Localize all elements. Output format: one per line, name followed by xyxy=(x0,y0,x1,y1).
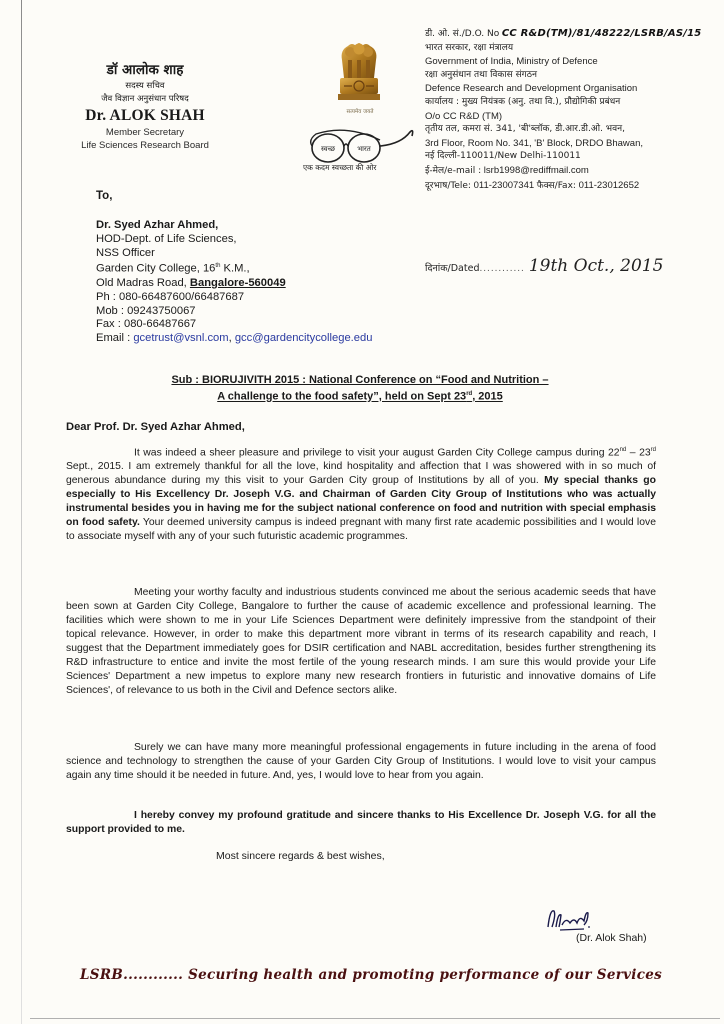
recipient-email-line xyxy=(96,332,372,346)
emblem-motto: सत्यमेव जयते xyxy=(346,109,374,115)
paragraph-4 xyxy=(66,809,656,837)
paragraph-1 xyxy=(66,443,656,544)
do-number-value: CC R&D(TM)/81/48222/LSRB/AS/15 xyxy=(501,28,702,39)
dated-line xyxy=(425,256,663,276)
recipient-line2: NSS Officer xyxy=(96,246,155,259)
recipient-email-link-2[interactable]: gcc@gardencitycollege.edu xyxy=(234,332,373,345)
recipient-phone: Ph : 080-66487600/66487687 xyxy=(96,290,245,303)
sender-name-hindi: डॉ आलोक शाह xyxy=(106,62,184,78)
to-label: To, xyxy=(96,190,113,202)
p1-text-a: It was indeed a sheer pleasure and privilege to visit your august Garden City College campus during 22 xyxy=(134,447,620,459)
p2-text: Meeting your worthy faculty and industrious students convinced me about the serious academic seeds that have been sown at Garden City College, Bangalore to further the cause of academic excellence and professional learning. The facilities which were shown to me in your Life Sciences Department were definitely impressive from the standpoint of their topical relevance. However, in order to make this department more vibrant in terms of its research capability and reach, I suggest that the Department immediately goes for DSIR certification and NABL accreditation, besides further strengthening its R&D infrastructure to entice and invite the most fertile of the young research minds. I am sure this would provide your Life Sciences' Department a new impetus to explore many new research frontiers in futuristic and innovative domains of Life Sciences', of relevance to us both in the Civil and Defence sectors alike. xyxy=(66,587,656,696)
swachh-bharat-spectacles-icon xyxy=(306,126,416,166)
recipient-line3 xyxy=(96,260,372,277)
office-phone-line xyxy=(425,179,720,194)
recipient-city: Bangalore-560049 xyxy=(189,276,286,289)
handwritten-signature-icon xyxy=(544,905,594,933)
subject-line-2-sup: rd xyxy=(466,391,473,397)
office-english: O/o CC R&D (TM) xyxy=(425,110,503,122)
office-phone: 011-23007341 xyxy=(473,179,535,191)
paragraph-3 xyxy=(66,741,656,783)
org-hindi: रक्षा अनुसंधान तथा विकास संगठन xyxy=(425,69,537,80)
footer-motto: LSRB............ Securing health and promoting performance of our Services xyxy=(80,967,663,983)
address-english: 3rd Floor, Room No. 341, 'B' Block, DRDO Bhawan, xyxy=(425,137,643,149)
subject-line-2 xyxy=(140,387,580,404)
p4-text: I hereby convey my profound gratitude and sincere thanks to His Excellence Dr. Joseph V.G. for all the support provided to me. xyxy=(66,810,656,835)
govt-english: Government of India, Ministry of Defence xyxy=(425,56,598,68)
recipient-line3-sup: th xyxy=(215,263,221,270)
sender-title-hindi: सदस्य सचिव xyxy=(125,81,165,91)
swachh-right-lens-text: भारत xyxy=(357,145,371,153)
recipient-line1: HOD-Dept. of Life Sciences, xyxy=(96,232,237,245)
govt-hindi: भारत सरकार, रक्षा मंत्रालय xyxy=(425,42,514,53)
dated-value: 19th Oct., 2015 xyxy=(528,256,664,276)
p1-text-c: Sept., 2015. I am extremely thankful for all the love, kind hospitality and affection that I was showered with in so much of generous abundance during my this visit to your Garden City group of Institutions by all of you. xyxy=(66,461,656,487)
swachh-bharat-caption: एक कदम स्वच्छता की ओर xyxy=(303,163,377,172)
sender-board-hindi: जैव विज्ञान अनुसंधान परिषद xyxy=(101,94,189,104)
p1-bold-thanks: My special thanks go especially to His Excellency Dr. Joseph V.G. and Chairman of Garden City Group of Institutions who was actually instrumental besides you in having me for the subject national conference on food and nutrition with special emphasis on food safety. xyxy=(66,475,656,529)
signatory-name: (Dr. Alok Shah) xyxy=(576,932,647,944)
do-number-label: डी. ओ. सं./D.O. No xyxy=(425,29,500,39)
office-phone-label: दूरभाष/Tele: xyxy=(425,180,471,191)
recipient-line3-text: Garden City College, 16 xyxy=(96,263,216,276)
recipient-line3-post: K.M., xyxy=(220,263,250,276)
p3-text: Surely we can have many more meaningful professional engagements in future including in the arena of food science and technology to strengthen the cause of your Garden City Group of Institutions. I would love to visit your campus again any time should it be needed in future. And, yes, I would love to hear from you again. xyxy=(66,742,656,781)
org-english: Defence Research and Development Organisation xyxy=(425,83,638,95)
office-address-block xyxy=(425,27,720,193)
office-fax-label: फैक्स/Fax: xyxy=(536,180,576,191)
recipient-email-link-1[interactable]: gcetrust@vsnl.com xyxy=(133,332,229,345)
footer-divider xyxy=(30,1018,720,1019)
recipient-mobile: Mob : 09243750067 xyxy=(96,304,196,317)
recipient-line4-text: Old Madras Road, xyxy=(96,276,190,289)
office-fax: 011-23012652 xyxy=(578,179,640,191)
p1-sup-2: rd xyxy=(650,447,656,453)
office-hindi: कार्यालय : मुख्य नियंत्रक (अनु. तथा वि.), प्रौद्योगिकी प्रबंधन xyxy=(425,96,621,107)
office-city: नई दिल्ली-110011/New Delhi-110011 xyxy=(425,151,581,162)
recipient-name: Dr. Syed Azhar Ahmed, xyxy=(96,219,219,231)
sender-name: Dr. ALOK SHAH xyxy=(85,107,205,124)
p1-sup-1: nd xyxy=(619,447,627,453)
swachh-left-lens-text: स्वच्छ xyxy=(320,145,336,153)
subject-line-2-text: A challenge to the food safety”, held on Sept 23 xyxy=(217,390,467,403)
p1-text-d: Your deemed university campus is indeed pregnant with many first rate academic possibilities and I would love to associate myself with any of your such futuristic academic programmes. xyxy=(66,517,656,543)
national-emblem-icon xyxy=(334,38,384,108)
sender-block xyxy=(60,60,230,152)
page-margin-line xyxy=(21,0,22,1024)
recipient-address xyxy=(96,219,372,346)
dated-dots: ............ xyxy=(479,263,525,274)
salutation: Dear Prof. Dr. Syed Azhar Ahmed, xyxy=(66,421,245,433)
recipient-email-label: Email : xyxy=(96,332,134,345)
recipient-fax: Fax : 080-66487667 xyxy=(96,318,197,331)
paragraph-2 xyxy=(66,586,656,698)
office-email[interactable]: lsrb1998@rediffmail.com xyxy=(483,164,589,176)
recipient-line4 xyxy=(96,277,372,291)
subject-line xyxy=(140,373,580,404)
subject-line-2-post: , 2015 xyxy=(472,390,503,403)
do-number-line xyxy=(425,27,720,42)
subject-line-1: Sub : BIORUJIVITH 2015 : National Conference on “Food and Nutrition – xyxy=(171,374,549,386)
office-email-label: ई-मेल/e-mail : xyxy=(425,165,482,176)
address-hindi: तृतीय तल, कमरा सं. 341, 'बी'ब्लॉक, डी.आर.डी.ओ. भवन, xyxy=(425,124,625,135)
closing-line: Most sincere regards & best wishes, xyxy=(216,850,385,862)
sender-board: Life Sciences Research Board xyxy=(81,140,209,151)
p1-text-b: – 23 xyxy=(626,447,651,459)
sender-title: Member Secretary xyxy=(105,127,185,138)
dated-label: दिनांक/Dated xyxy=(425,263,480,274)
office-email-line xyxy=(425,164,720,179)
recipient-email-separator: , xyxy=(228,332,235,345)
